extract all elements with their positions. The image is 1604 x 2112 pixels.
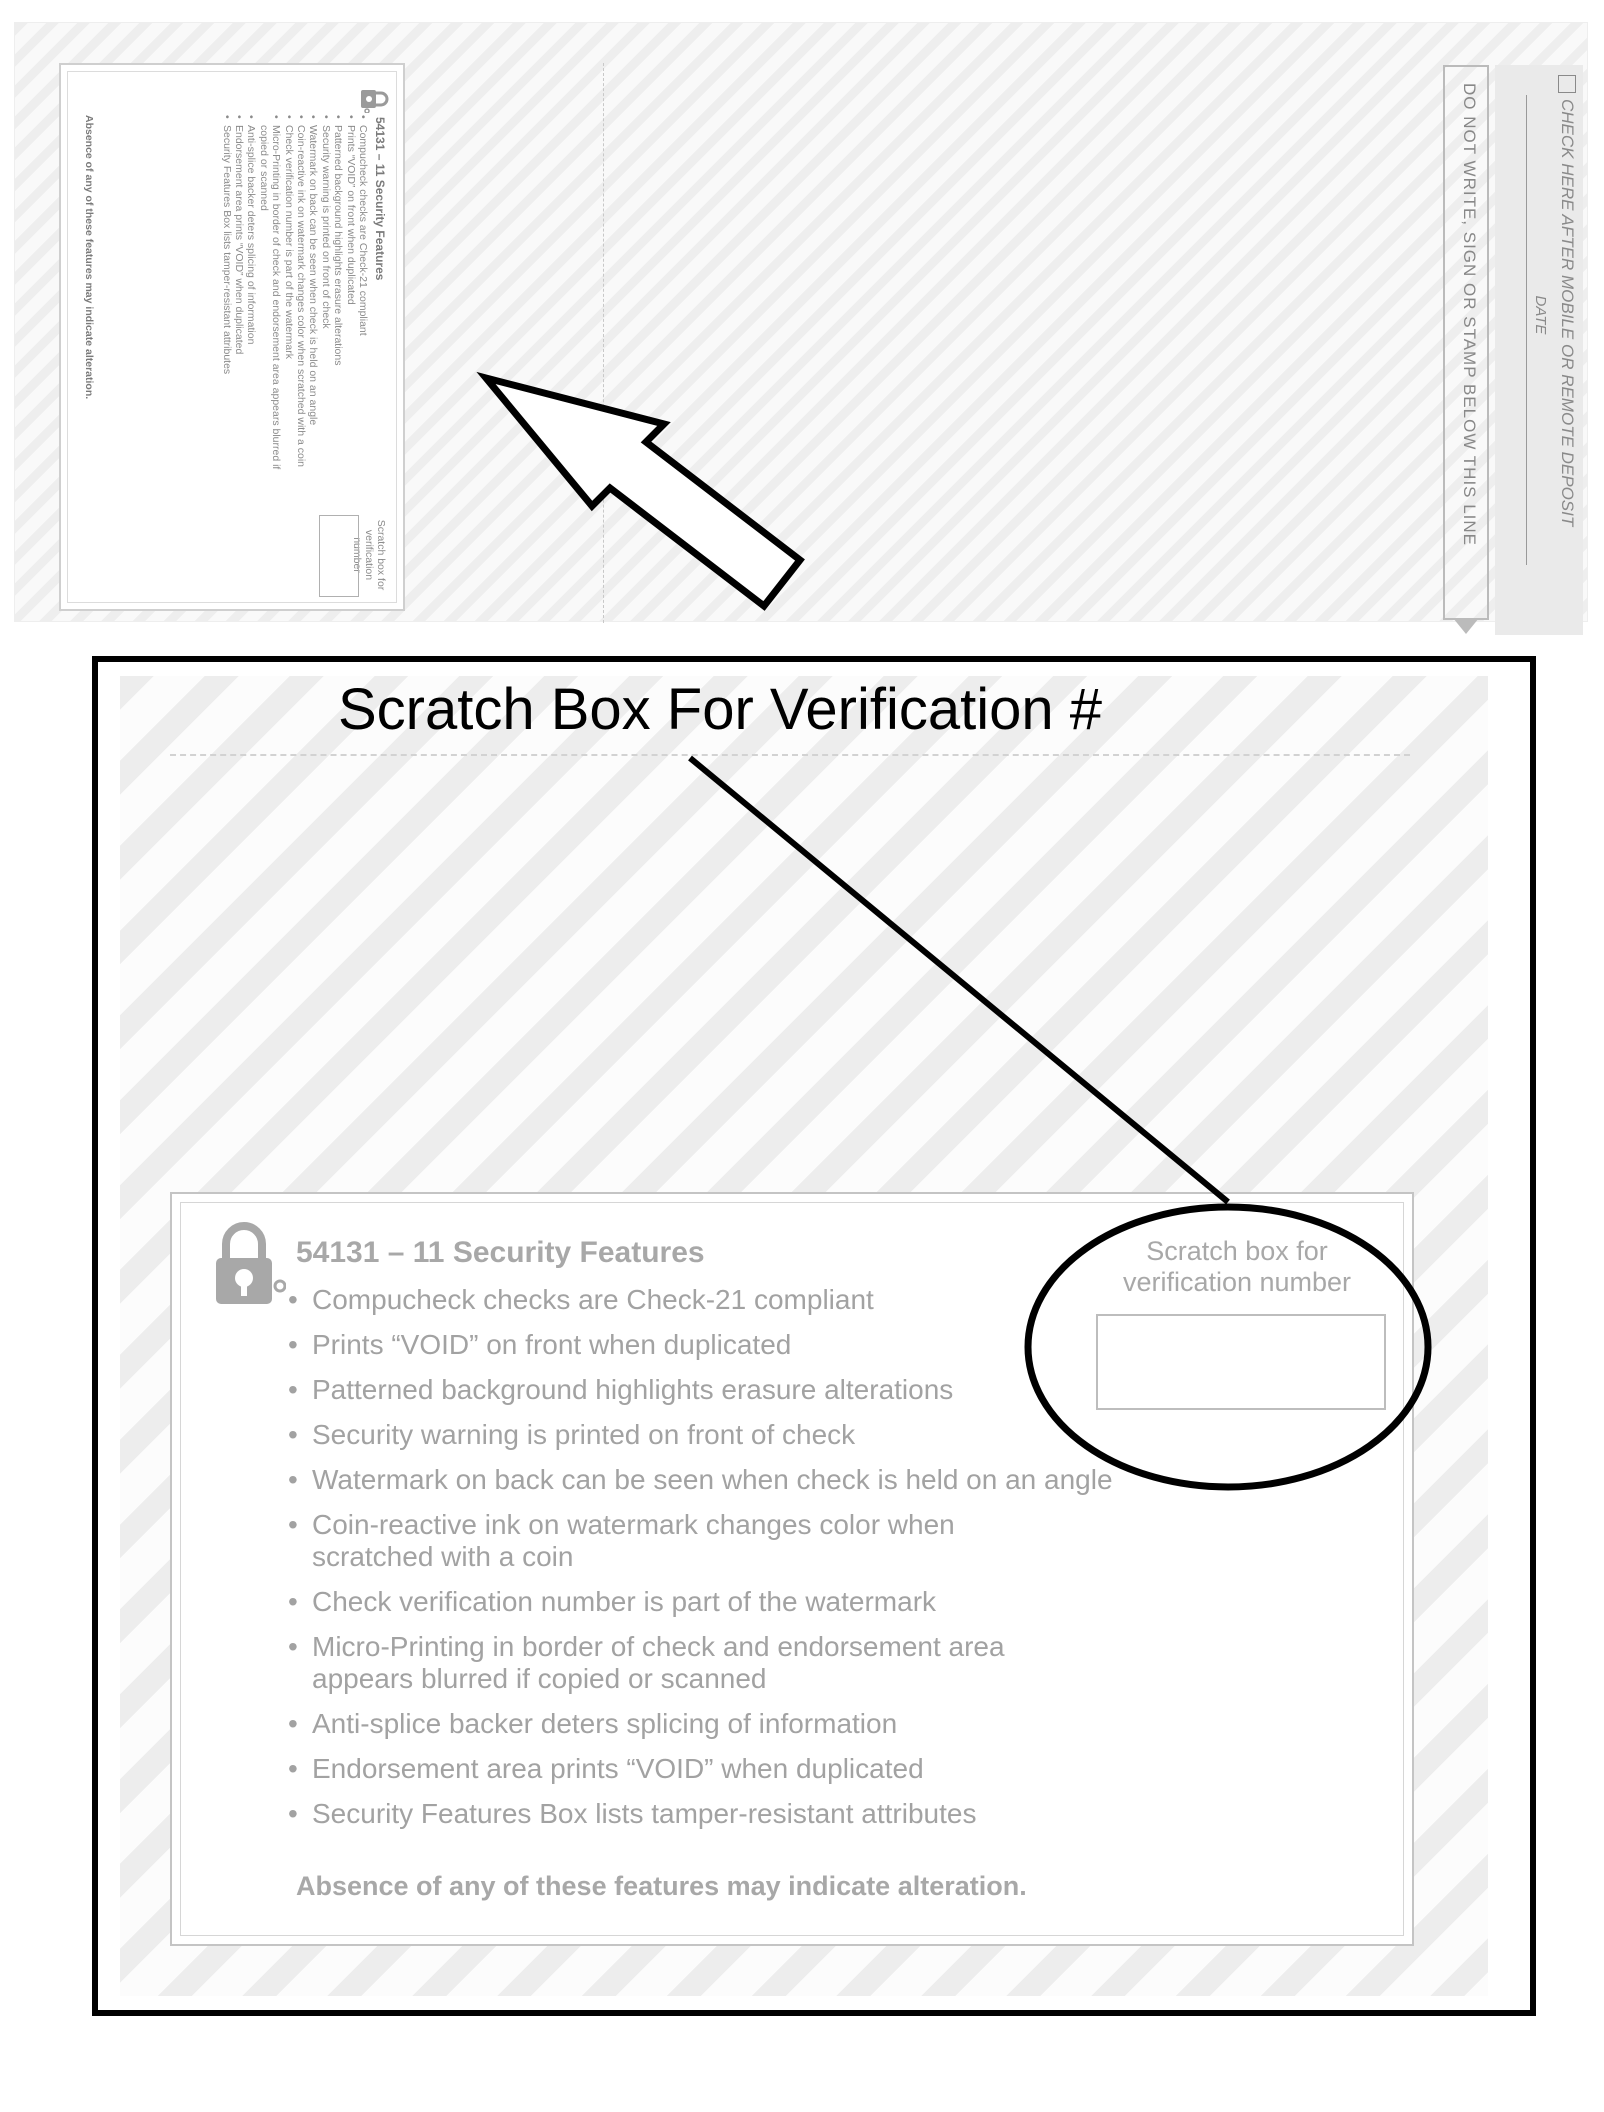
feature-item: • Check verification number is part of the watermark <box>282 115 294 495</box>
feature-item: • Compucheck checks are Check-21 compliant <box>357 115 369 495</box>
endorsement-area <box>1433 65 1583 635</box>
feature-item: • Security warning is printed on front of check <box>319 115 331 495</box>
feature-item: • Compucheck checks are Check-21 compliant <box>284 1284 1204 1316</box>
deposit-date-label: DATE <box>1532 295 1549 335</box>
mobile-deposit-checkbox[interactable] <box>1558 75 1576 93</box>
feature-item: • Prints “VOID” on front when duplicated <box>284 1329 1204 1361</box>
feature-item: • Endorsement area prints “VOID” when duplicated <box>233 115 245 495</box>
feature-item: • Security Features Box lists tamper-resistant attributes <box>284 1798 1204 1830</box>
feature-list <box>284 1284 1204 1843</box>
feature-item: • Patterned background highlights erasure alterations <box>284 1374 1204 1406</box>
magnified-inset <box>92 656 1536 2016</box>
padlock-key-icon <box>210 1218 286 1308</box>
scratch-box-label: Scratch box for verification number <box>1122 1236 1352 1297</box>
padlock-key-icon <box>359 87 389 113</box>
absence-note: Absence of any of these features may indicate alteration. <box>296 1871 1027 1901</box>
outline-arrow-icon <box>470 360 810 620</box>
feature-item: • Anti-splice backer deters splicing of information <box>284 1708 1204 1740</box>
mobile-deposit-label <box>1557 75 1577 526</box>
feature-item: • Security Features Box lists tamper-resistant attributes <box>220 115 232 495</box>
scratch-box-label: Scratch box for verification number <box>351 519 387 591</box>
scratch-box <box>1096 1314 1386 1410</box>
deposit-date-line <box>1526 95 1527 565</box>
panel-title: 54131 – 11 Security Features <box>373 117 387 281</box>
security-features-panel-small <box>59 63 405 611</box>
feature-item: • Coin-reactive ink on watermark changes color when scratched with a coin <box>284 1509 1204 1573</box>
magnified-perforation <box>170 754 1410 756</box>
feature-item: • Watermark on back can be seen when check is held on an angle <box>284 1464 1204 1496</box>
feature-item: • Micro-Printing in border of check and endorsement area appears blurred if copied or scanned <box>284 1631 1204 1695</box>
feature-item: • Security warning is printed on front of check <box>284 1419 1204 1451</box>
feature-item: • Coin-reactive ink on watermark changes color when scratched with a coin <box>295 115 307 495</box>
feature-item: • Watermark on back can be seen when check is held on an angle <box>307 115 319 495</box>
annotation-title: Scratch Box For Verification # <box>338 677 1102 742</box>
feature-item: • Prints “VOID” on front when duplicated <box>344 115 356 495</box>
feature-list-small <box>220 115 369 495</box>
feature-item: • Micro-Printing in border of check and endorsement area appears blurred if copied or scanned <box>257 115 282 495</box>
scratch-box <box>319 515 359 597</box>
warning-arrowhead-icon <box>1453 618 1479 634</box>
feature-item: • Patterned background highlights erasure alterations <box>332 115 344 495</box>
feature-item: • Check verification number is part of the watermark <box>284 1586 1204 1618</box>
security-features-panel <box>170 1192 1414 1946</box>
endorsement-rotated-content <box>1433 65 1583 635</box>
feature-item: • Endorsement area prints “VOID” when duplicated <box>284 1753 1204 1785</box>
endorse-warning-text: DO NOT WRITE, SIGN OR STAMP BELOW THIS LINE <box>1460 83 1479 547</box>
panel-title: 54131 – 11 Security Features <box>296 1236 705 1269</box>
absence-note: Absence of any of these features may indicate alteration. <box>83 115 95 400</box>
mobile-deposit-text: CHECK HERE AFTER MOBILE OR REMOTE DEPOSIT <box>1558 99 1577 527</box>
security-features-rotated-content <box>61 65 405 611</box>
feature-item: • Anti-splice backer deters splicing of information <box>245 115 257 495</box>
